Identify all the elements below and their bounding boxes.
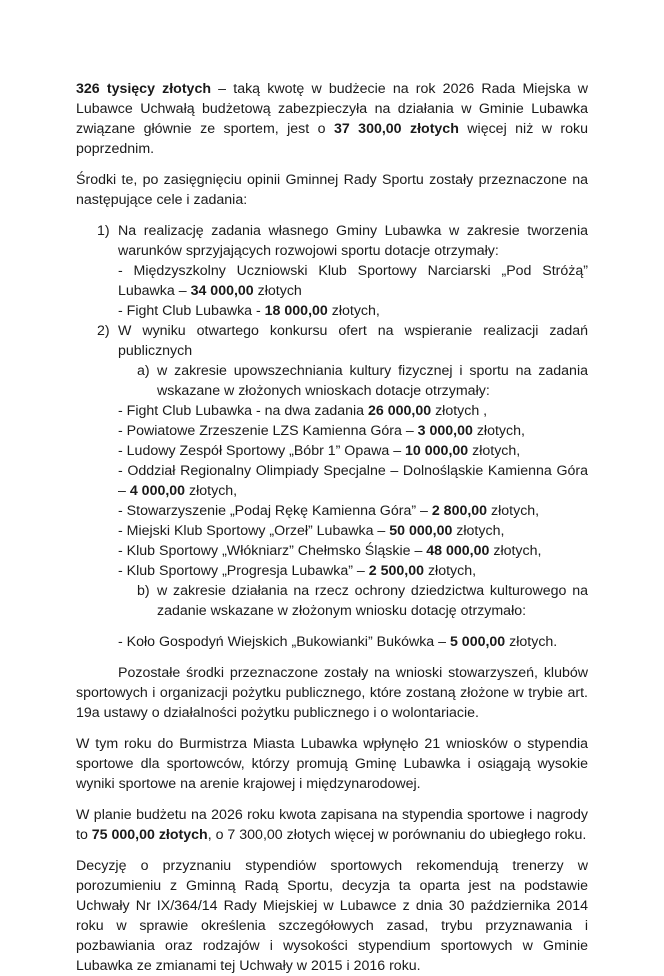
list-number: 1) — [97, 223, 110, 239]
grant-entry: - Klub Sportowy „Włókniarz” Chełmsko Śląskie – 48 000,00 złotych, — [118, 543, 542, 559]
list-item-text: W wyniku otwartego konkursu ofert na wspieranie realizacji zadań publicznych — [118, 323, 588, 359]
grant-amount: 3 000,00 — [417, 423, 473, 439]
sublist-text: w zakresie działania na rzecz ochrony dziedzictwa kulturowego na zadanie wskazane w złożonym wniosku dotację otrzymało: — [157, 583, 588, 619]
grant-amount: 2 500,00 — [368, 563, 424, 579]
sublist-label: b) — [137, 583, 150, 599]
remaining-funds-paragraph: Pozostałe środki przeznaczone zostały na wnioski stowarzyszeń, klubów sportowych i organizacji pożytku publicznego, które zostaną złożone w trybie art. 19a ustawy o działalności pożytku publicznego i o wolontariacie. — [76, 665, 588, 721]
list-item-2 — [76, 321, 588, 361]
grant-amount: 18 000,00 — [264, 303, 328, 319]
grant-entry: - Powiatowe Zrzeszenie LZS Kamienna Góra – 3 000,00 złotych, — [118, 423, 525, 439]
list-item-text: Na realizację zadania własnego Gminy Lubawka w zakresie tworzenia warunków sprzyjających rozwojowi sportu dotacje otrzymały: — [118, 223, 588, 259]
list-number: 2) — [97, 323, 110, 339]
grant-amount: 5 000,00 — [449, 634, 506, 650]
grant-entry: - Fight Club Lubawka - 18 000,00 złotych, — [118, 303, 380, 319]
grant-entry: - Koło Gospodyń Wiejskich „Bukowianki” Bukówka – 5 000,00 złotych. — [118, 634, 558, 650]
grant-entry: - Międzyszkolny Uczniowski Klub Sportowy Narciarski „Pod Stróżą” Lubawka – 34 000,00 złotych — [118, 263, 588, 299]
grant-amount: 48 000,00 — [426, 543, 490, 559]
grant-amount: 26 000,00 — [368, 403, 432, 419]
grant-entry: - Oddział Regionalny Olimpiady Specjalne – Dolnośląskie Kamienna Góra – 4 000,00 złotych, — [118, 463, 588, 499]
scholarship-applications-paragraph: W tym roku do Burmistrza Miasta Lubawka wpłynęło 21 wniosków o stypendia sportowe dla sportowców, którzy promują Gminę Lubawka i osiągają wysokie wyniki sportowe na arenie krajowej i międzynarodowej. — [76, 736, 588, 792]
intro-lead-amount: 326 tysięcy złotych — [76, 81, 212, 97]
grant-entry: - Klub Sportowy „Progresja Lubawka” – 2 500,00 złotych, — [118, 563, 477, 579]
grant-amount: 2 800,00 — [431, 503, 488, 519]
list-item-1 — [76, 221, 588, 261]
grant-amount: 50 000,00 — [389, 523, 453, 539]
sublist-item-a — [76, 361, 588, 401]
grant-entry: - Stowarzyszenie „Podaj Rękę Kamienna Góra” – 2 800,00 złotych, — [118, 503, 540, 519]
grant-amount: 34 000,00 — [190, 283, 254, 299]
grant-entry: - Miejski Klub Sportowy „Orzeł” Lubawka – 50 000,00 złotych, — [118, 523, 505, 539]
sublist-item-b — [76, 581, 588, 621]
intro-paragraph: 326 tysięcy złotych – taką kwotę w budżecie na rok 2026 Rada Miejska w Lubawce Uchwałą budżetową zabezpieczyła na działania w Gminie Lubawka związane głównie ze sportem, jest o 37 300,00 złotych więcej niż w roku poprzednim. — [76, 81, 588, 157]
scholarship-amount: 75 000,00 złotych — [91, 827, 208, 843]
document-page — [76, 79, 588, 976]
purpose-intro-paragraph: Środki te, po zasięgnięciu opinii Gminnej Rady Sportu zostały przeznaczone na następujące cele i zadania: — [76, 172, 588, 208]
grant-amount: 10 000,00 — [405, 443, 469, 459]
grant-entry: - Ludowy Zespół Sportowy „Bóbr 1” Opawa – 10 000,00 złotych, — [118, 443, 521, 459]
grant-amount: 4 000,00 — [129, 483, 186, 499]
decision-paragraph: Decyzję o przyznaniu stypendiów sportowych rekomendują trenerzy w porozumieniu z Gminną Radą Sportu, decyzja ta oparta jest na podstawie Uchwały Nr IX/364/14 Rady Miejskiej w Lubawce z dnia 30 października 2014 roku w sprawie określenia szczegółowych zasad, trybu przyznawania i pozbawiania oraz rodzajów i wysokości stypendium sportowych w Gminie Lubawka ze zmianami tej Uchwały w 2015 i 2016 roku. — [76, 858, 588, 974]
scholarship-budget-paragraph: W planie budżetu na 2026 roku kwota zapisana na stypendia sportowe i nagrody to 75 000,00 złotych, o 7 300,00 złotych więcej w porównaniu do ubiegłego roku. — [76, 807, 588, 843]
sublist-text: w zakresie upowszechniania kultury fizycznej i sportu na zadania wskazane w złożonych wnioskach dotacje otrzymały: — [157, 363, 588, 399]
sublist-label: a) — [137, 363, 150, 379]
grant-entry: - Fight Club Lubawka - na dwa zadania 26 000,00 złotych , — [118, 403, 488, 419]
intro-increase-amount: 37 300,00 złotych — [333, 121, 459, 137]
